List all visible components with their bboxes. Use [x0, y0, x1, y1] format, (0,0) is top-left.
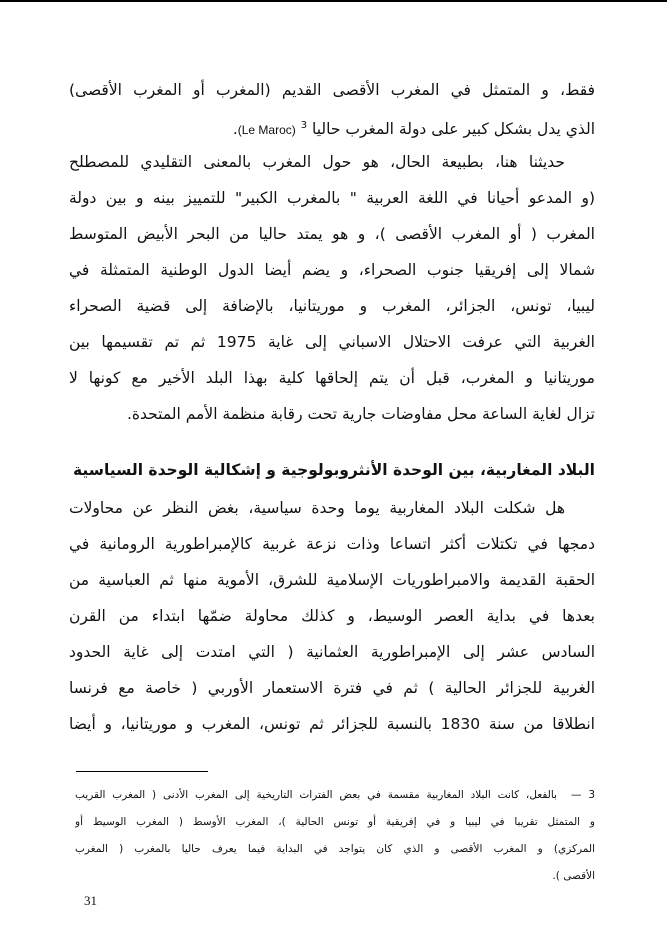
- paragraph-3-line: الحقبة القديمة والامبراطوريات الإسلامية للشرق، الأموية منها ثم العباسية من: [69, 571, 595, 589]
- section-heading: البلاد المغاربية، بين الوحدة الأنثروبولوجية و إشكالية الوحدة السياسية: [73, 461, 595, 479]
- paragraph-3: [69, 490, 595, 742]
- footnote: [75, 782, 595, 890]
- paragraph-2-line: تزال لغاية الساعة محل مفاوضات جارية تحت رقابة منظمة الأمم المتحدة.: [126, 405, 595, 423]
- footnote-line: [75, 782, 595, 809]
- footnote-separator: [76, 771, 208, 772]
- paragraph-3-line: دمجها في تكتلات أكثر اتساعا وذات نزعة غربية كالإمبراطورية الرومانية في: [69, 535, 595, 553]
- paragraph-3-line: السادس عشر إلى الإمبراطورية العثمانية ( التي امتدت إلى غاية الحدود: [69, 643, 595, 661]
- paragraph-2: [69, 144, 595, 432]
- paragraph-1-line-2-text: الذي يدل بشكل كبير على دولة المغرب حاليا: [312, 120, 595, 139]
- footnote-line: و المتمثل تقريبا في ليبيا و في إفريقية أو تونس الحالية )، المغرب الأوسط ( المغرب الوسيط أو: [75, 816, 595, 828]
- paragraph-2-line: ليبيا، تونس، الجزائر، المغرب و موريتانيا، بالإضافة إلى قضية الصحراء: [69, 297, 595, 315]
- paragraph-3-line: هل شكلت البلاد المغاربية يوما وحدة سياسية، بغض النظر عن محاولات: [69, 499, 565, 517]
- paragraph-3-line: الغربية للجزائر الحالية ) ثم في فترة الاستعمار الأوربي ( خاصة مع فرنسا: [69, 679, 595, 697]
- footnote-line-1-text: بالفعل، كانت البلاد المغاربية مقسمة في بعض الفترات التاريخية إلى المغرب الأدنى ( المغرب القريب: [75, 789, 557, 801]
- paragraph-1-end-mark: .: [232, 120, 238, 139]
- paragraph-2-line: شمالا إلى إفريقيا جنوب الصحراء، و يضم أيضا الدول الوطنية المتمثلة في: [69, 261, 595, 279]
- footnote-reference: 3: [300, 120, 308, 131]
- paragraph-3-line: انطلاقا من سنة 1830 بالنسبة للجزائر ثم تونس، المغرب و موريتانيا، و أيضا: [69, 715, 595, 733]
- page-number: 31: [84, 893, 97, 908]
- paragraph-1-line-2: [69, 108, 595, 144]
- footnote-line: المركزي) و المغرب الأقصى و الذي كان يتواجد في البداية فيما يعرف حاليا بالمغرب ( المغرب: [75, 843, 595, 855]
- paragraph-2-line: موريتانيا و المغرب، قبل أن يتم إلحاقها كلية بهذا البلد الأخير مع كونها لا: [69, 369, 595, 387]
- footnote-line: الأقصى ).: [552, 870, 595, 882]
- latin-term: (Le Maroc): [237, 123, 296, 138]
- paragraph-2-line: حديثنا هنا، بطبيعة الحال، هو حول المغرب بالمعنى التقليدي للمصطلح: [69, 153, 565, 171]
- top-border-line: [0, 0, 667, 2]
- paragraph-1: [69, 72, 595, 144]
- footnote-number: 3 —: [570, 789, 595, 801]
- paragraph-2-line: المغرب ( أو المغرب الأقصى )، و هو يمتد حاليا من البحر الأبيض المتوسط: [69, 225, 595, 243]
- paragraph-3-line: بعدها في بداية العصر الوسيط، و كذلك محاولة ضمّها ابتداء من القرن: [69, 607, 595, 625]
- paragraph-2-line: (و المدعو أحيانا في اللغة العربية " بالمغرب الكبير" للتمييز بينه و بين دولة: [69, 189, 595, 207]
- paragraph-1-line-1: فقط، و المتمثل في المغرب الأقصى القديم (المغرب أو المغرب الأقصى): [69, 81, 595, 99]
- paragraph-2-line: الغربية التي عرفت الاحتلال الاسباني إلى غاية 1975 ثم تم تقسيمها بين: [69, 333, 595, 351]
